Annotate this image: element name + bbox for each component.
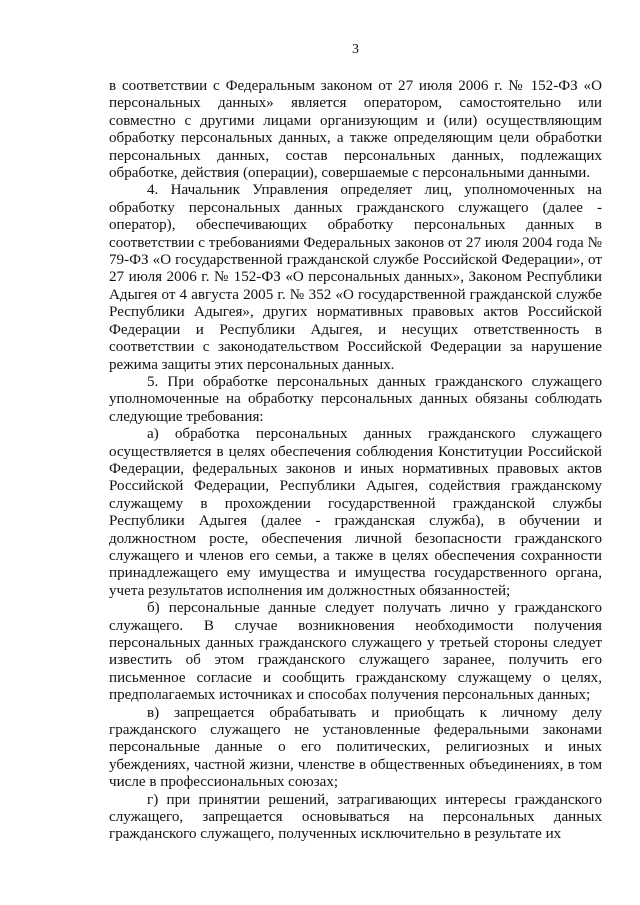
paragraph-continuation: в соответствии с Федеральным законом от 27 июля 2006 г. № 152-ФЗ «О персональных данных» является оператором, самостоятельно или совместно с другими лицами организующим и (или) осуществляющим обработку персональных данных, а также определяющим цели обработки персональных данных, состав персональных данных, подлежащих обработке, действия (операции), совершаемые с персональными данными. (109, 78, 602, 182)
paragraph-subitem-b: б) персональные данные следует получать лично у гражданского служащего. В случае возникновения необходимости получения персональных данных гражданского служащего у третьей стороны следует известить об этом гражданского служащего заранее, получить его письменное согласие и сообщить гражданскому служащему о целях, предполагаемых источниках и способах получения персональных данных; (109, 600, 602, 704)
paragraph-item-5: 5. При обработке персональных данных гражданского служащего уполномоченные на обработку персональных данных обязаны соблюдать следующие требования: (109, 373, 602, 425)
document-body (109, 78, 602, 844)
paragraph-subitem-a: а) обработка персональных данных гражданского служащего осуществляется в целях обеспечения соблюдения Конституции Российской Федерации, федеральных законов и иных нормативных правовых актов Российской Федерации, Республики Адыгея, содействия гражданскому служащему в прохождении государственной гражданской службы Республики Адыгея (далее - гражданская служба), в обучении и должностном росте, обеспечения личной безопасности гражданского служащего и членов его семьи, а также в целях обеспечения сохранности принадлежащего ему имущества и имущества государственного органа, учета результатов исполнения им должностных обязанностей; (109, 426, 602, 599)
paragraph-subitem-g: г) при принятии решений, затрагивающих интересы гражданского служащего, запрещается основываться на персональных данных гражданского служащего, полученных исключительно в результате их (109, 791, 602, 843)
page-number: 3 (352, 42, 359, 57)
paragraph-subitem-v: в) запрещается обрабатывать и приобщать к личному делу гражданского служащего не установленные федеральными законами персональные данные о его политических, религиозных и иных убеждениях, частной жизни, членстве в общественных объединениях, в том числе в профессиональных союзах; (109, 704, 602, 791)
paragraph-item-4: 4. Начальник Управления определяет лиц, уполномоченных на обработку персональных данных гражданского служащего (далее - оператор), обеспечивающих обработку персональных данных в соответствии с требованиями Федеральных законов от 27 июля 2004 года № 79-ФЗ «О государственной гражданской службе Российской Федерации», от 27 июля 2006 г. № 152-ФЗ «О персональных данных», Законом Республики Адыгея от 4 августа 2005 г. № 352 «О государственной гражданской службе Республики Адыгея», других нормативных правовых актов Российской Федерации и Республики Адыгея, и несущих ответственность в соответствии с законодательством Российской Федерации за нарушение режима защиты этих персональных данных. (109, 182, 602, 373)
